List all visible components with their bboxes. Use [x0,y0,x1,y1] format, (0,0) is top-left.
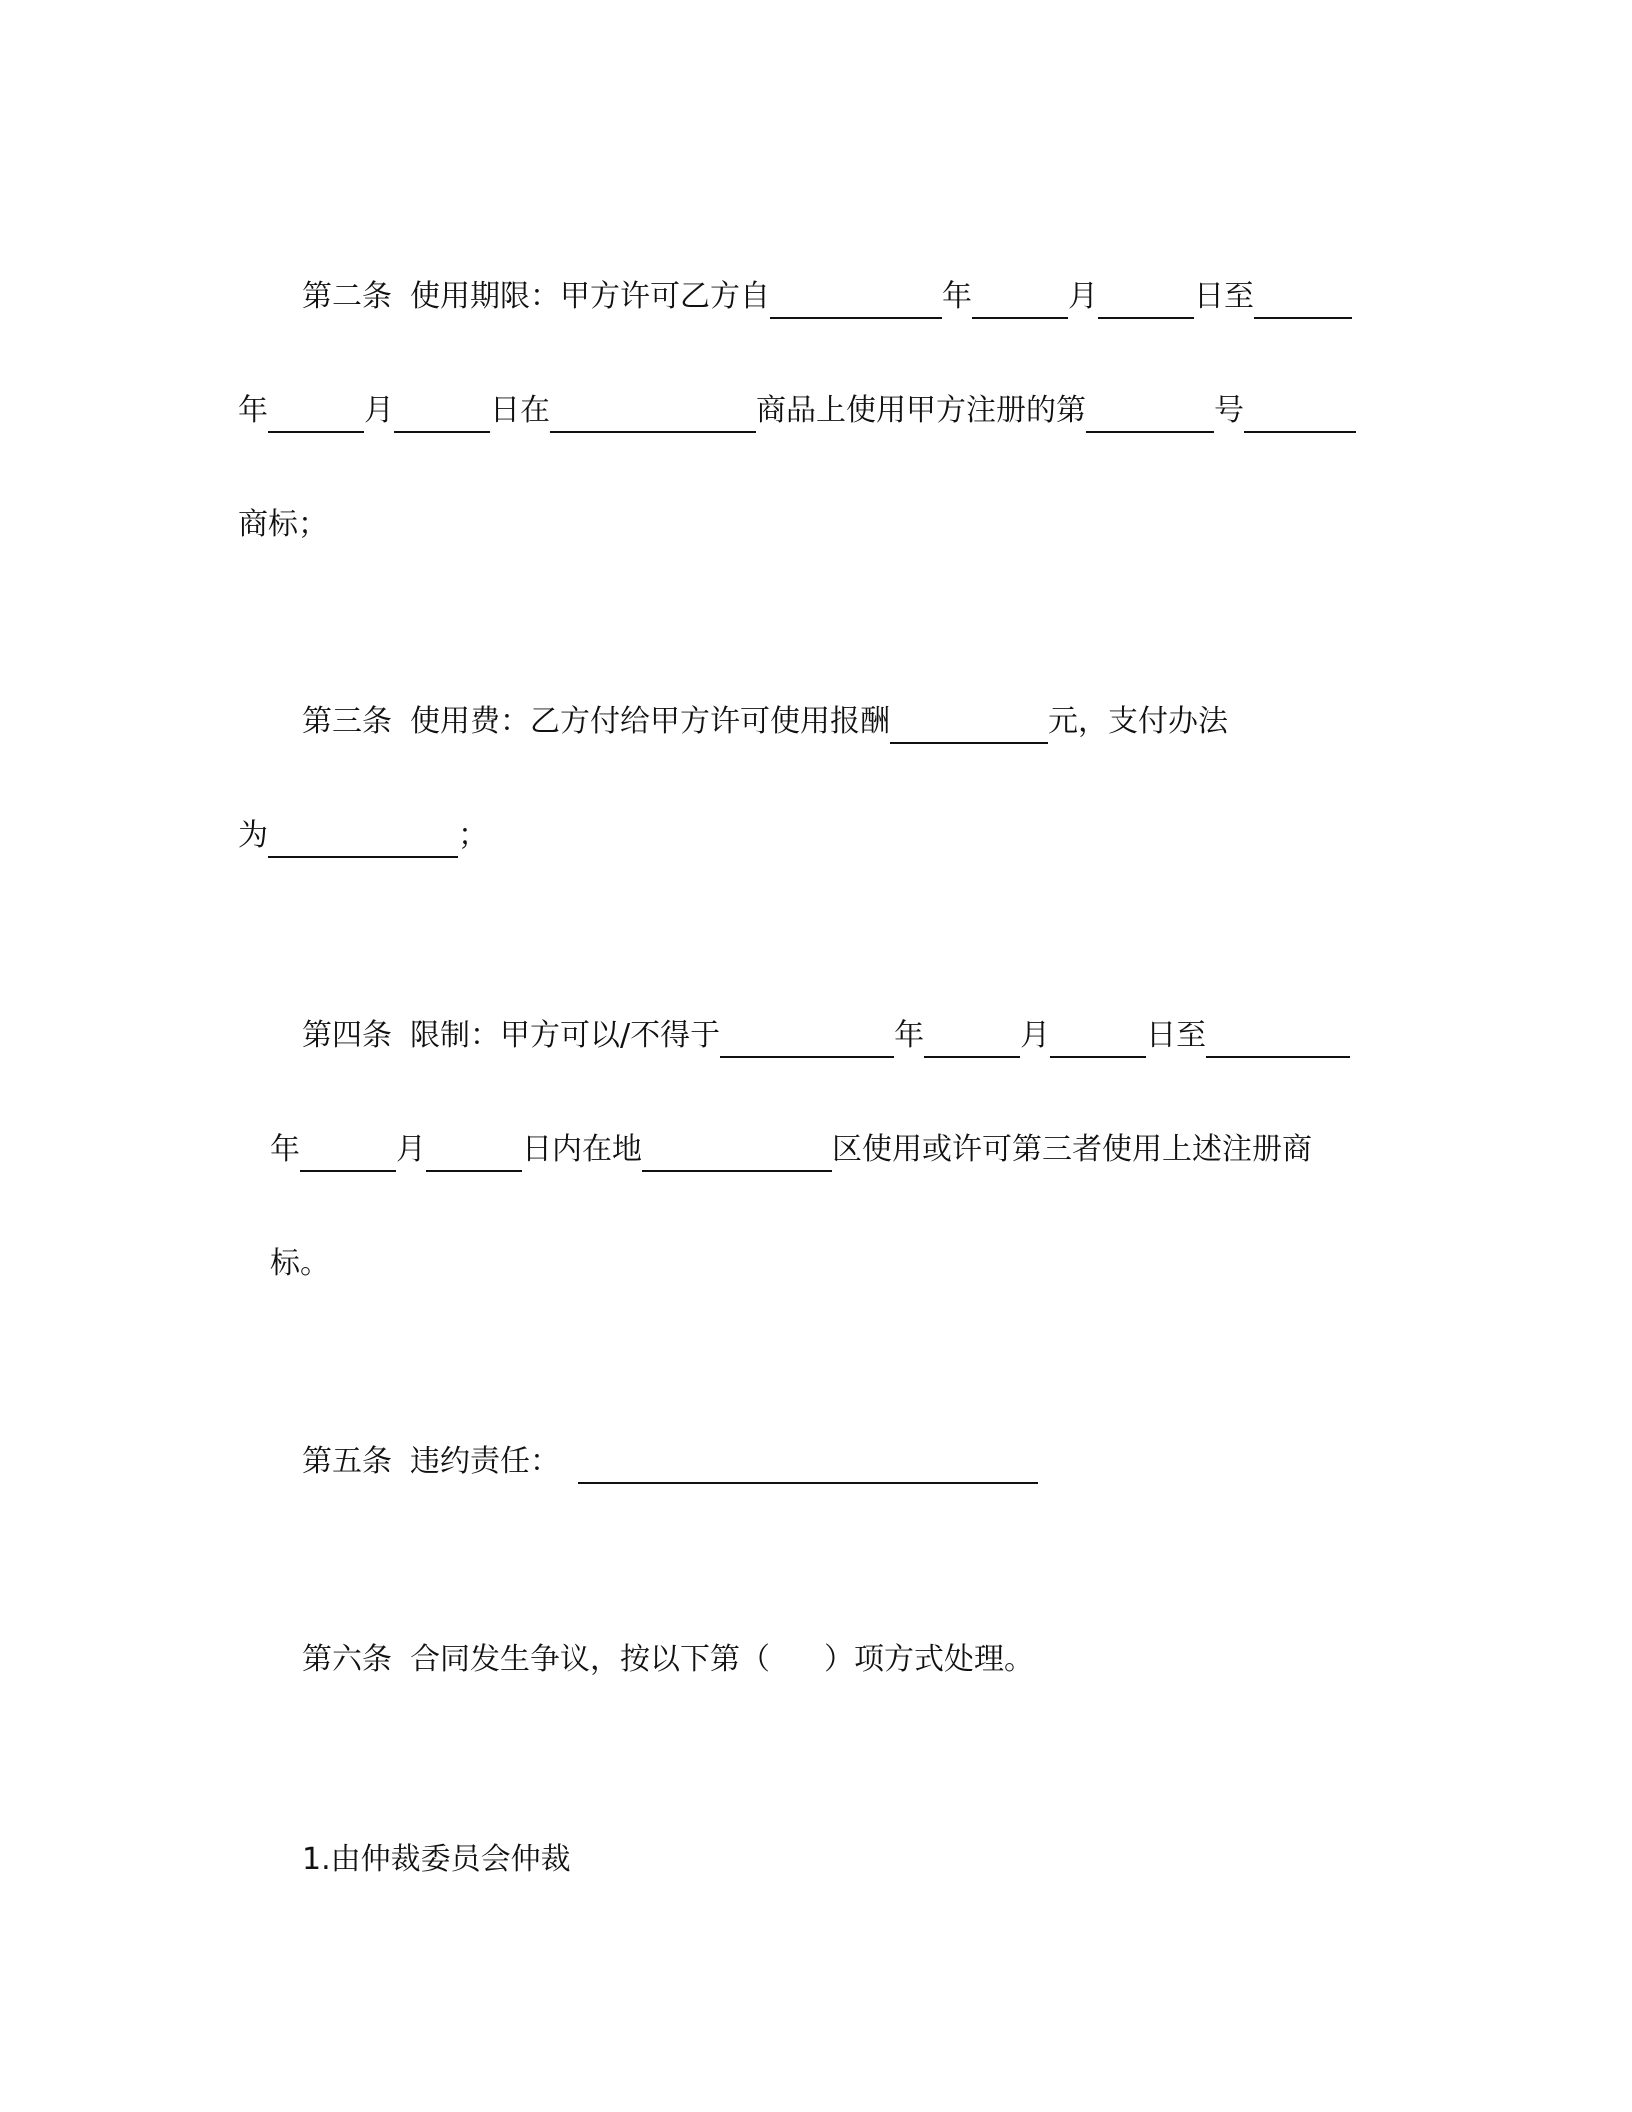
article5-text1: 违约责任： [410,1444,560,1479]
article5-heading: 第五条 [302,1444,392,1479]
year-label: 年 [894,1018,925,1053]
month-label: 月 [396,1132,426,1167]
article2-line3 [238,503,328,547]
end-year-blank[interactable] [1254,279,1352,319]
article4-text4: 标。 [270,1246,330,1281]
article2-text2: 商品上使用甲方注册的第 [756,393,1086,428]
article3-heading: 第三条 [302,704,392,739]
end-day-blank[interactable] [394,393,490,433]
article6-line1 [302,1638,1034,1682]
article6-text2: ）项方式处理。 [824,1642,1034,1677]
article4-line2 [270,1128,1312,1172]
limit-end-year-blank[interactable] [1206,1018,1350,1058]
article4-line3 [270,1242,330,1286]
article4-text1: 限制：甲方可以/不得于 [410,1018,721,1053]
trademark-blank[interactable] [1244,393,1356,433]
article2-text3: 商标； [238,507,328,542]
month-label: 月 [1020,1018,1051,1053]
article3-line1 [302,700,1228,744]
year-label: 年 [270,1132,300,1167]
article5-line1 [302,1440,1038,1484]
limit-end-day-blank[interactable] [426,1132,522,1172]
article3-text1: 使用费：乙方付给甲方许可使用报酬 [410,704,890,739]
article2-line1 [302,275,1352,319]
article2-line2 [238,389,1356,433]
limit-start-day-blank[interactable] [1050,1018,1146,1058]
fee-amount-blank[interactable] [890,704,1048,744]
article4-text3: 区使用或许可第三者使用上述注册商 [832,1132,1312,1167]
article4-heading: 第四条 [302,1018,392,1053]
month-label: 月 [364,393,394,428]
start-year-blank[interactable] [770,279,942,319]
article3-text2: 元，支付办法 [1048,704,1228,739]
start-day-blank[interactable] [1098,279,1194,319]
year-label: 年 [238,393,268,428]
item1-text: 1.由仲裁委员会仲裁 [302,1842,571,1877]
year-label: 年 [942,279,972,314]
day-to-label: 日至 [1146,1018,1207,1053]
item1-line [302,1838,571,1882]
number-label: 号 [1214,393,1244,428]
article3-line2 [238,814,488,858]
start-month-blank[interactable] [972,279,1068,319]
article2-text1: 使用期限：甲方许可乙方自 [410,279,770,314]
article6-heading: 第六条 [302,1642,392,1677]
article3-text4: ； [458,818,488,853]
day-at-label: 日在 [490,393,550,428]
end-month-blank[interactable] [268,393,364,433]
limit-start-month-blank[interactable] [924,1018,1020,1058]
region-blank[interactable] [642,1132,832,1172]
goods-blank[interactable] [550,393,756,433]
payment-method-blank[interactable] [268,818,458,858]
article6-text1: 合同发生争议，按以下第（ [410,1642,770,1677]
article4-text2: 日内在地 [522,1132,642,1167]
month-label: 月 [1068,279,1098,314]
article4-line1 [302,1014,1350,1058]
breach-liability-blank[interactable] [578,1444,1038,1484]
day-to-label: 日至 [1194,279,1254,314]
article3-text3: 为 [238,818,268,853]
registration-number-blank[interactable] [1086,393,1214,433]
limit-start-year-blank[interactable] [720,1018,894,1058]
limit-end-month-blank[interactable] [300,1132,396,1172]
article2-heading: 第二条 [302,279,392,314]
